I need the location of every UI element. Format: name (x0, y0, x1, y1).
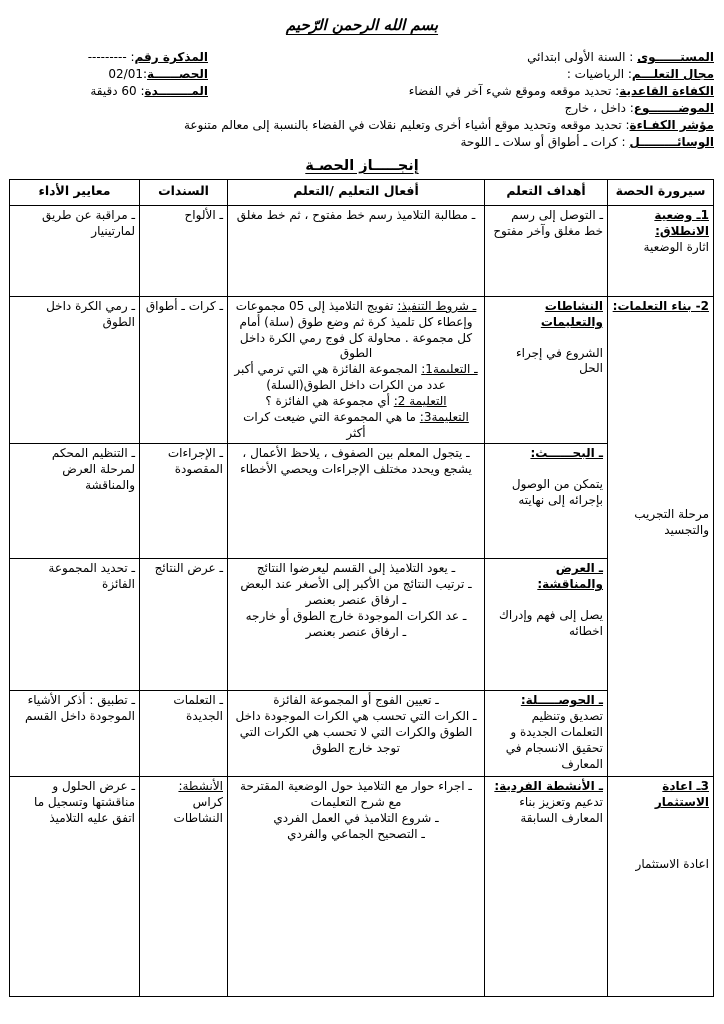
subject-line (10, 100, 714, 117)
r6-action-line: ـ شروع التلاميذ في العمل الفردي (273, 811, 439, 826)
r4-actions-cell (228, 559, 485, 691)
r6-criteria: ـ عرض الحلول و مناقشتها وتسجيل ما اتفق عليه التلاميذ (34, 779, 135, 826)
header-supports: السندات (140, 180, 228, 206)
memo-number-label: المذكرة رقم (134, 50, 208, 64)
r1-seq-label: 1ـ وضعية الانطلاق: (654, 208, 709, 238)
r1-criteria-cell (10, 206, 140, 297)
r2-action-line (232, 410, 480, 442)
section-title: إنجـــــاز الحصـة (305, 158, 419, 174)
base-competency-label: الكفاءة القاعدية (619, 84, 714, 98)
r4-action-line: ـ يعود التلاميذ إلى القسم ليعرضوا النتائج (256, 561, 456, 576)
header-learning-goals: أهداف التعلم (485, 180, 608, 206)
r2-action-1-text: المجموعة الفائزة هي التي ترمي أكبر عدد من الكرات داخل الطوق(السلة) (234, 362, 446, 393)
duration-value: : 60 دقيقة (90, 84, 145, 98)
r2-support: ـ كرات ـ أطواق (145, 299, 223, 313)
r6-goal-label: ـ الأنشطة الفردية: (494, 779, 603, 794)
r2-actions-cell (228, 297, 485, 444)
meta-section (10, 49, 714, 151)
header-performance-criteria: معايير الأداء (10, 180, 140, 206)
r2-criteria-cell (10, 297, 140, 444)
r5-action-line: ـ تعيين الفوج أو المجموعة الفائزة (273, 693, 439, 708)
learning-field-label: مجال التعلـــم (631, 67, 714, 81)
lesson-table (9, 179, 714, 997)
basmala-heading: بسم الله الرحمن الرّحيم (285, 16, 439, 34)
learning-field-value: : الرياضيات : (566, 67, 632, 81)
build-phase-cell (608, 297, 714, 777)
r5-support: ـ التعلمات الجديدة (173, 693, 223, 724)
materials-line (10, 134, 714, 151)
session-number-line (18, 66, 208, 83)
r3-criteria: ـ التنظيم المحكم لمرحلة العرض والمناقشة (51, 446, 135, 493)
r3-action-line: ـ يتجول المعلم بين الصفوف ، يلاحظ الأعمال ، يشجع ويحدد مختلف الإجراءات ويحصي الأخطاء (240, 446, 472, 477)
r2-action-2-label: التعليمة 2: (393, 393, 447, 408)
r2-goal-label: النشاطات والتعليمات (540, 299, 603, 329)
r4-goal-label: ـ العرض والمناقشة: (537, 561, 603, 592)
r1-support: ـ الألواح (184, 208, 223, 222)
r2-action-line (232, 362, 480, 394)
r6-criteria-cell (10, 777, 140, 997)
build-phase-label: 2- بناء التعلمات: (612, 299, 709, 313)
r2-action-0-label: ـ شروط التنفيذ: (397, 299, 477, 313)
r2-action-1-label: ـ التعليمة1: (421, 362, 478, 377)
build-phase-wrap (612, 299, 709, 747)
r3-actions-cell (228, 444, 485, 559)
r4-supports-cell (140, 559, 228, 691)
competency-indicator-label: مؤشر الكفـاءة (629, 118, 714, 132)
r2-action-line (232, 394, 480, 410)
memo-number-line (18, 49, 208, 66)
table-row (10, 777, 714, 997)
r2-action-line (232, 299, 480, 362)
r4-action-line: ـ ترتيب النتائج من الأكبر إلى الأصغر عند البعض (240, 577, 472, 592)
r1-supports-cell (140, 206, 228, 297)
r4-action-line: ـ ارفاق عنصر بعنصر (305, 624, 407, 639)
r3-supports-cell (140, 444, 228, 559)
r3-goals-cell (485, 444, 608, 559)
r3-criteria-cell (10, 444, 140, 559)
r1-actions-cell (228, 206, 485, 297)
r3-goal-label: ـ البحــــــث: (530, 446, 603, 461)
subject-label: الموضـــــــوع (633, 101, 714, 115)
r5-criteria: ـ تطبيق : أذكر الأشياء الموجودة داخل القسم (25, 693, 135, 724)
r6-session-flow-cell (608, 777, 714, 997)
r5-goal-body: تصديق وتنظيم التعلمات الجديدة و تحقيق الانسجام في المعارف (505, 709, 603, 771)
materials-label: الوسائـــــــــل (629, 135, 714, 149)
table-header-row (10, 180, 714, 206)
duration-label: المــــــــدة (144, 84, 208, 98)
r6-support-label: الأنشطة: (178, 779, 223, 794)
competency-indicator-value: : تحديد موقعه وتحديد موقع أشياء أخرى وتعليم نقلات في الفضاء بالنسبة إلى معالم متنوعة (183, 118, 630, 132)
r1-session-flow-cell (608, 206, 714, 297)
r5-goal-label: ـ الحوصـــــلة: (520, 693, 603, 708)
r6-seq-body: اعادة الاستثمار (635, 857, 709, 872)
r2-goal-body: الشروع في إجراء الحل (516, 345, 603, 376)
materials-value: : كرات ـ أطواق أو سلات ـ اللوحة (460, 135, 630, 149)
r2-goals-cell (485, 297, 608, 444)
r3-support: ـ الإجراءات المقصودة (167, 446, 223, 477)
level-value: : السنة الأولى ابتدائي (527, 50, 638, 64)
table-row (10, 206, 714, 297)
r5-supports-cell (140, 691, 228, 777)
session-number-value: :02/01 (108, 67, 148, 81)
r4-criteria-cell (10, 559, 140, 691)
duration-line (18, 83, 208, 100)
r6-seq-wrap (612, 779, 709, 989)
r1-action-line: ـ مطالبة التلاميذ رسم خط مفتوح ، ثم خط مغلق (236, 208, 476, 222)
r5-actions-cell (228, 691, 485, 777)
r6-supports-cell (140, 777, 228, 997)
r4-action-line: ـ عد الكرات الموجودة خارج الطوق أو خارجه (245, 608, 467, 623)
r5-goals-cell (485, 691, 608, 777)
header-teaching-actions: أفعال التعليم /التعلم (228, 180, 485, 206)
table-row (10, 297, 714, 444)
r2-action-0-text: تفويج التلاميذ إلى 05 مجموعات وإعطاء كل تلميذ كرة ثم وضع طوق (سلة) أمام كل مجموعة . محاولة كل فوج رمي الكرة داخل الطوق (235, 299, 473, 361)
r2-supports-cell (140, 297, 228, 444)
r4-criteria: ـ تحديد المجموعة الفائزة (48, 561, 135, 592)
r6-action-line: ـ التصحيح الجماعي والفردي (287, 826, 425, 841)
experiment-phase-text: مرحلة التجريب والتجسيد (634, 507, 709, 537)
r4-support: ـ عرض النتائج (154, 561, 223, 576)
header-session-flow: سيرورة الحصة (608, 180, 714, 206)
competency-indicator-line (10, 117, 714, 134)
r1-goals-cell (485, 206, 608, 297)
level-label: المستــــــوى (637, 50, 714, 64)
r1-criteria: ـ مراقبة عن طريق لمارتينيار (42, 208, 135, 238)
r2-action-3-label: التعليمة3: (419, 409, 469, 424)
r2-action-3-text: ما هي المجموعة التي ضيعت كرات أكثر (243, 409, 420, 440)
r6-seq-label: 3ـ اعادة الاستثمار (654, 779, 709, 810)
r6-goal-body: تدعيم وتعزيز بناء المعارف السابقة (519, 795, 603, 826)
r5-action-line: ـ الكرات التي تحسب هي الكرات الموجودة داخل الطوق والكرات التي لا تحسب هي الكرات التي توجد خارج الطوق (235, 709, 477, 755)
r4-goal-body: يصل إلى فهم وإدراك اخطائه (498, 608, 603, 638)
base-competency-value: : تحديد موقعه وموقع شيء آخر في الفضاء (408, 84, 620, 98)
r6-action-line: ـ اجراء حوار مع التلاميذ حول الوضعية المقترحة مع شرح التعليمات (240, 779, 472, 810)
r5-criteria-cell (10, 691, 140, 777)
r2-action-2-text: أي مجموعة هي الفائزة ؟ (265, 393, 394, 408)
r6-actions-cell (228, 777, 485, 997)
memo-number-value: : --------- (87, 50, 135, 64)
r3-goal-body: يتمكن من الوصول بإجرائه إلى نهايته (511, 477, 603, 508)
r4-goals-cell (485, 559, 608, 691)
r4-action-line: ـ ارفاق عنصر بعنصر (305, 593, 407, 608)
r1-seq-body: اثارة الوضعية (643, 239, 709, 254)
r2-criteria: ـ رمي الكرة داخل الطوق (46, 299, 135, 329)
r1-goal-body: ـ التوصل إلى رسم خط مغلق وآخر مفتوح (493, 208, 603, 238)
r6-support-body: كراس النشاطات (173, 795, 223, 826)
meta-left-block (18, 49, 208, 100)
session-number-label: الحصــــــة (147, 67, 208, 81)
subject-value: : داخل ، خارج (564, 101, 634, 115)
r6-goals-cell (485, 777, 608, 997)
